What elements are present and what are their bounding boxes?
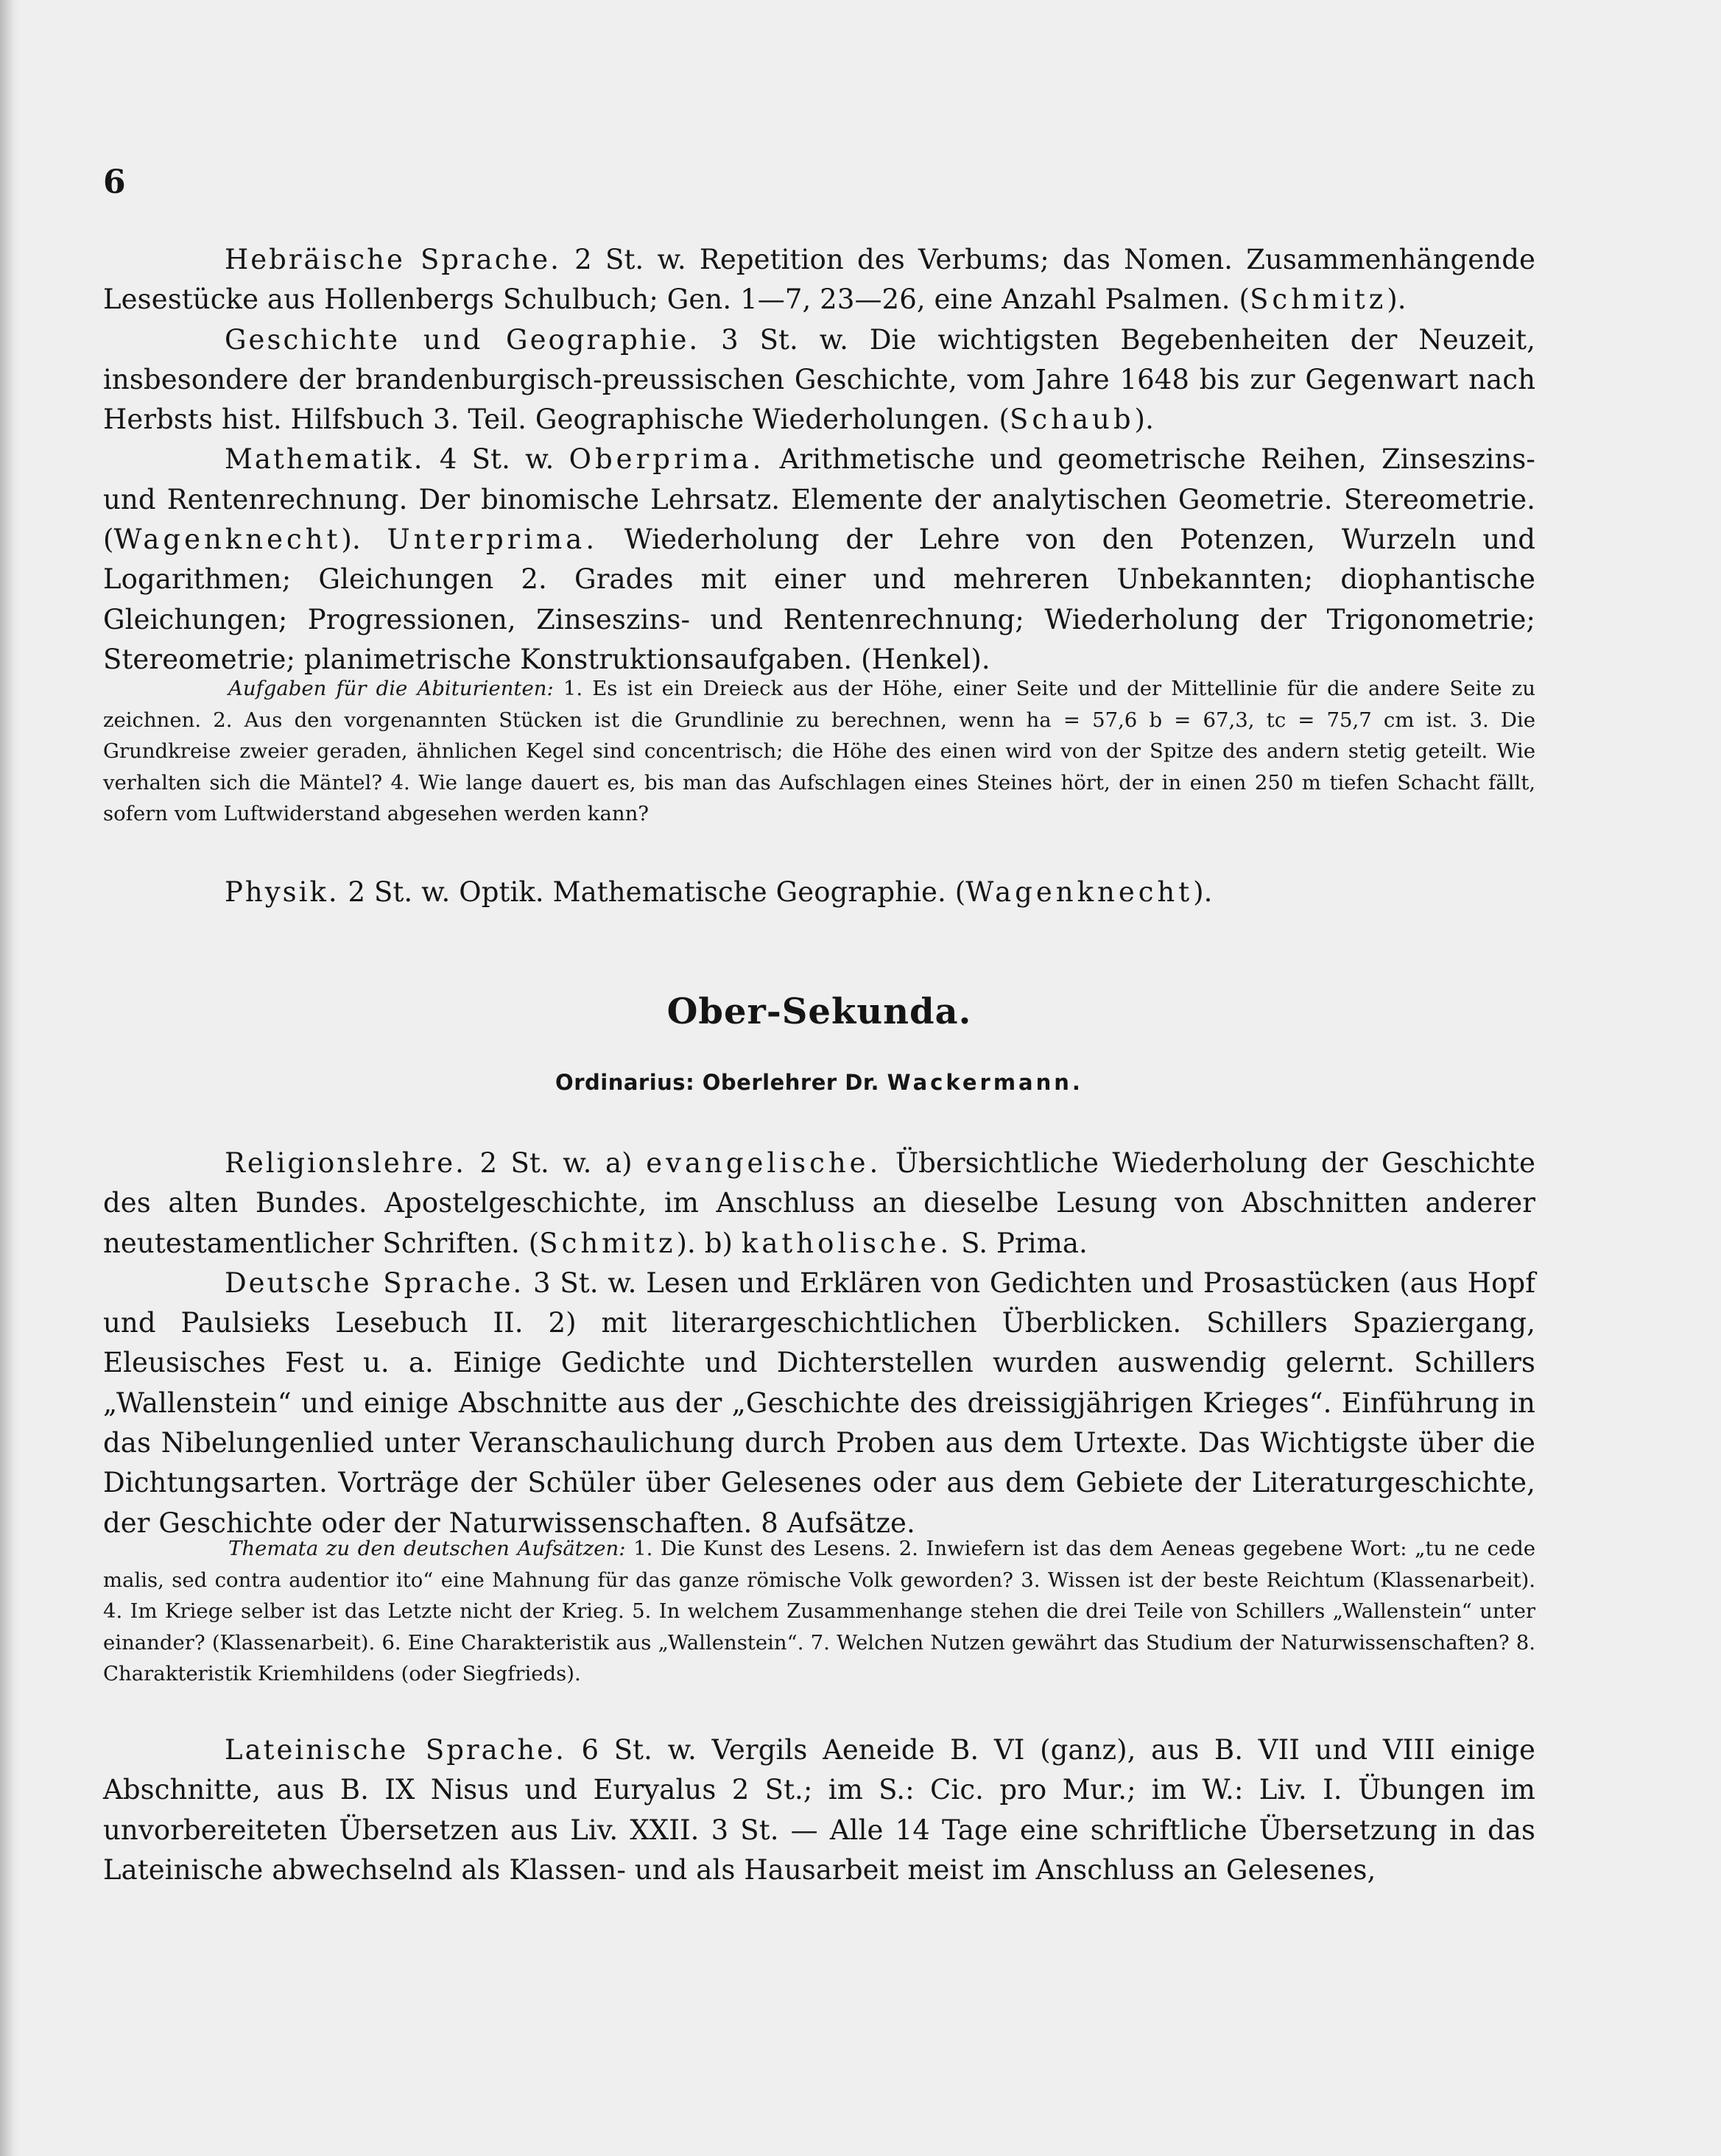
physik-block bbox=[103, 873, 1535, 912]
paragraph-text: 4 St. w. bbox=[439, 443, 555, 476]
scan-edge-shadow bbox=[0, 0, 19, 2156]
paragraph-text: 6 St. w. Vergils Aeneide B. VI (ganz), aus B. VII und VIII einige Abschnitte, aus B. IX Nisus und Euryalus 2 St.; im S.: Cic. pro Mur.; im W.: Liv. I. Übungen im unvorbereiteten Übersetzen aus Liv. XXII. 3 St. — Alle 14 Tage eine schriftliche Übersetzung in das Lateinische abwechselnd als Klassen- und als Hausarbeit meist im Anschluss an Gelesenes, bbox=[103, 1734, 1535, 1886]
ordinarius-name: Wackermann. bbox=[887, 1070, 1083, 1095]
paragraph-text: 3 St. w. Lesen und Erklären von Gedichten und Prosastücken (aus Hopf und Paulsieks Lesebuch II. 2) mit literargeschichtlichen Überblicken. Schillers Spaziergang, Eleusisches Fest u. a. Einige Gedichte und Dichterstellen wurden auswendig gelernt. Schillers „Wallenstein“ und einige Abschnitte aus der „Geschichte des dreissigjährigen Krieges“. Einführung in das Nibelungenlied unter Veranschaulichung durch Proben aus dem Urtexte. Das Wichtigste über die Dichtungsarten. Vorträge der Schüler über Gelesenes oder aus dem Gebiete der Literaturgeschichte, der Geschichte oder der Naturwissenschaften. 8 Aufsätze. bbox=[103, 1267, 1535, 1539]
paragraph-deutsch bbox=[103, 1264, 1535, 1543]
paragraph-physik: Physik. 2 St. w. Optik. Mathematische Geographie. (Wagenknecht). bbox=[225, 876, 1213, 908]
latein-block bbox=[103, 1730, 1535, 1890]
paragraph-text: b) bbox=[704, 1227, 733, 1259]
paragraph-text: 3 St. w. Die wichtigsten Begebenheiten der Neuzeit, insbesondere der brandenburgisch-preussischen Geschichte, vom Jahre 1648 bis zur Gegenwart nach Herbsts hist. Hilfsbuch 3. Teil. Geographische Wiederholungen. bbox=[103, 323, 1535, 436]
teacher-name: Schmitz bbox=[1250, 283, 1387, 316]
page-number: 6 bbox=[103, 163, 126, 201]
note-text: 1. Die Kunst des Lesens. 2. Inwiefern ist das dem Aeneas gegebene Wort: „tu ne cede malis, sed contra audentior ito“ eine Mahnung für das ganze römische Volk geworden? 3. Wissen ist der beste Reichtum (Klassenarbeit). 4. Im Kriege selber ist das Letzte nicht der Krieg. 5. In welchem Zusammenhange stehen die drei Teile von Schillers „Wallenstein“ unter einander? (Klassenarbeit). 6. Eine Charakteristik aus „Wallenstein“. 7. Welchen Nutzen gewährt das Studium der Naturwissenschaften? 8. Charakteristik Kriemhildens (oder Siegfrieds). bbox=[103, 1537, 1535, 1685]
subject-label: Religionslehre. bbox=[225, 1147, 466, 1179]
denomination-label: evangelische. bbox=[646, 1147, 882, 1179]
paragraph-text: S. Prima. bbox=[961, 1227, 1088, 1259]
paragraph-text: 2 St. w. Optik. Mathematische Geographie. bbox=[348, 876, 946, 908]
subject-label: Physik. bbox=[225, 876, 339, 908]
teacher-name: Schaub bbox=[1010, 404, 1135, 436]
note-paragraph bbox=[103, 1533, 1535, 1690]
note-text: 1. Es ist ein Dreieck aus der Höhe, einer Seite und der Mittellinie für die andere Seite zu zeichnen. 2. Aus den vorgenannten Stücken ist die Grundlinie zu berechnen, wenn ha = 57,6 b = 67,3, tc = 75,7 cm ist. 3. Die Grundkreise zweier geraden, ähnlichen Kegel sind concentrisch; die Höhe des einen wird von der Spitze des andern stetig geteilt. Wie verhalten sich die Mäntel? 4. Wie lange dauert es, bis man das Aufschlagen eines Steines hört, der in einen 250 m tiefen Schacht fällt, sofern vom Luftwiderstand abgesehen werden kann? bbox=[103, 677, 1535, 825]
essay-topics-note bbox=[103, 1533, 1535, 1690]
note-label: Aufgaben für die Abiturienten: bbox=[228, 677, 554, 700]
class-label: Unterprima. bbox=[387, 524, 599, 556]
ordinarius-line bbox=[103, 1072, 1535, 1093]
paragraph-geschichte: Geschichte und Geographie. 3 St. w. Die wichtigsten Begebenheiten der Neuzeit, insbesondere der brandenburgisch-preussischen Geschichte, vom Jahre 1648 bis zur Gegenwart nach Herbsts hist. Hilfsbuch 3. Teil. Geographische Wiederholungen. (Schaub). bbox=[103, 323, 1535, 436]
paragraph-text: 2 St. w. a) bbox=[479, 1147, 633, 1179]
teacher-name: Wagenknecht bbox=[113, 524, 342, 556]
section-obersekunda-block bbox=[103, 1144, 1535, 1543]
note-label: Themata zu den deutschen Aufsätzen: bbox=[228, 1537, 626, 1560]
paragraph-text: Arithmetische und geometrische Reihen, Zinseszins- und Rentenrechnung. Der binomische Lehrsatz. Elemente der analytischen Geometrie. Stereometrie. bbox=[103, 443, 1535, 515]
subject-label: Lateinische Sprache. bbox=[225, 1734, 566, 1766]
paragraph-religion: Religionslehre. 2 St. w. a) evangelische. Übersichtliche Wiederholung der Geschichte des alten Bundes. Apostelgeschichte, im Anschluss an dieselbe Lesung von Abschnitten anderer neutestamentlicher Schriften. (Schmitz). b) katholische. S. Prima. bbox=[103, 1147, 1535, 1259]
paragraph-mathematik: Mathematik. 4 St. w. Oberprima. Arithmetische und geometrische Reihen, Zinseszins- und Rentenrechnung. Der binomische Lehrsatz. Elemente der analytischen Geometrie. Stereometrie. (Wagenknecht). Unterprima. Wiederholung der Lehre von den Potenzen, Wurzeln und Logarithmen; Gleichungen 2. Grades mit einer und mehreren Unbekannten; diophantische Gleichungen; Progressionen, Zinseszins- und Rentenrechnung; Wiederholung der Trigonometrie; Stereometrie; planimetrische Konstruktionsaufgaben. (Henkel). bbox=[103, 443, 1535, 675]
paragraph-latein bbox=[103, 1730, 1535, 1890]
note-paragraph bbox=[103, 673, 1535, 830]
paragraph-text: 2 St. w. Repetition des Verbums; das Nomen. Zusammenhängende Lesestücke aus Hollenbergs Schulbuch; Gen. 1—7, 23—26, eine Anzahl Psalmen. bbox=[103, 244, 1535, 316]
abitur-tasks-note bbox=[103, 673, 1535, 830]
teacher-name: Wagenknecht bbox=[965, 876, 1194, 908]
paragraph-text: Wiederholung der Lehre von den Potenzen, Wurzeln und Logarithmen; Gleichungen 2. Grades mit einer und mehreren Unbekannten; diophantische Gleichungen; Progressionen, Zinseszins- und Rentenrechnung; Wiederholung der Trigonometrie; Stereometrie; planimetrische Konstruktionsaufgaben. bbox=[103, 524, 1535, 675]
subject-label: Deutsche Sprache. bbox=[225, 1267, 524, 1299]
paragraph-hebraeisch: Hebräische Sprache. 2 St. w. Repetition des Verbums; das Nomen. Zusammenhängende Lesestücke aus Hollenbergs Schulbuch; Gen. 1—7, 23—26, eine Anzahl Psalmen. (Schmitz). bbox=[103, 244, 1535, 316]
ordinarius-prefix: Ordinarius: Oberlehrer Dr. bbox=[555, 1070, 880, 1095]
paragraph-text: Übersichtliche Wiederholung der Geschichte des alten Bundes. Apostelgeschichte, im Anschluss an dieselbe Lesung von Abschnitten anderer neutestamentlicher Schriften. bbox=[103, 1147, 1535, 1259]
teacher-name: Schmitz bbox=[539, 1227, 677, 1259]
section-prima-block bbox=[103, 240, 1535, 680]
subject-label: Mathematik. bbox=[225, 443, 425, 476]
class-heading: Ober-Sekunda. bbox=[666, 991, 972, 1032]
subject-label: Geschichte und Geographie. bbox=[225, 323, 700, 356]
teacher-name: Henkel bbox=[871, 643, 971, 675]
class-label: Oberprima. bbox=[569, 443, 765, 476]
denomination-label: katholische. bbox=[741, 1227, 953, 1259]
subject-label: Hebräische Sprache. bbox=[225, 244, 561, 275]
